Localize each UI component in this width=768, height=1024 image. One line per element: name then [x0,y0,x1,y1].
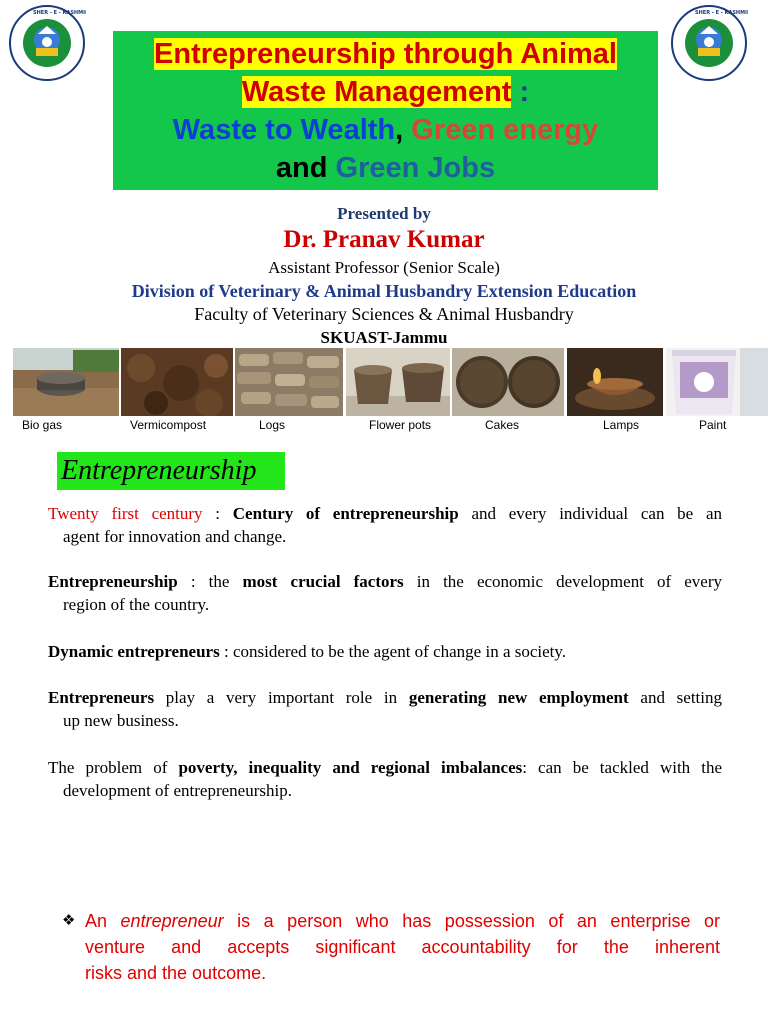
point-3-line-1 [48,642,566,661]
title-line-4 [113,149,658,187]
title-line-2-text: Waste Management [241,76,512,108]
point-5-continuation: development of entrepreneurship. [63,781,292,800]
title-colon: : [511,76,530,108]
title-line-1-text: Entrepreneurship through Animal [154,38,617,70]
product-label-lamps: Lamps [603,418,640,432]
point-entrepreneurs-role [48,686,722,732]
entrepreneur-definition [62,908,720,986]
point-4-continuation: up new business. [63,711,179,730]
point-entrepreneurship [48,570,722,616]
point-1-rest: and every individual can be an [458,504,723,523]
paint-photo [666,348,768,416]
presenter-name: Dr. Pranav Kumar [283,226,485,253]
point-dynamic-entrepreneurs [48,640,722,663]
product-label-cakes: Cakes [485,418,520,432]
point-2-line-1 [48,570,722,593]
presenter-designation: Assistant Professor (Senior Scale) [268,258,500,277]
point-5-start: The problem of [48,758,179,777]
definition-line-3: risks and the outcome. [85,963,267,983]
logo-right-text: SHER - E - KASHMIR [695,10,748,16]
product-label-paint: Paint [699,418,727,432]
point-2-lead: Entrepreneurship [48,572,178,591]
presented-by: Presented by [337,204,431,223]
cakes-photo [452,348,564,416]
university-logo-right [670,4,748,82]
title-and: and [275,152,328,184]
product-label-vermicompost: Vermicompost [130,418,207,432]
point-2-rest: in the economic development of every [403,572,723,591]
product-label-flower-pots: Flower pots [369,418,432,432]
definition-term: entrepreneur [120,911,224,931]
point-4-lead: Entrepreneurs [48,688,155,707]
lamps-photo [567,348,663,416]
section-heading: Entrepreneurship [57,452,285,490]
flower-pots-photo [346,348,450,416]
point-1-lead: Twenty first century [48,504,203,523]
point-1-bold: Century of entrepreneurship [232,504,459,523]
logs-photo [235,348,343,416]
title-green-energy: Green energy [411,114,599,146]
point-4-rest: and setting [628,688,722,707]
definition-line-2: venture and accepts significant accountability for the inherent [85,937,720,957]
point-poverty-inequality [48,756,722,802]
point-1-line-1 [48,502,722,525]
point-5-rest: : can be tackled with the [522,758,723,777]
vermicompost-photo [121,348,233,416]
point-3-rest: : considered to be the agent of change in a society. [219,642,567,661]
definition-article: An [85,911,121,931]
title-comma: , [395,114,412,146]
diamond-bullet-icon: ❖ [62,912,76,929]
point-4-bold: generating new employment [408,688,629,707]
point-2-continuation: region of the country. [63,595,210,614]
university-logo-left [8,4,86,82]
point-2-mid: : the [177,572,243,591]
title-waste-to-wealth: Waste to Wealth [172,114,396,146]
presenter-division: Division of Veterinary & Animal Husbandry Extension Education [131,281,637,301]
title-line-2 [113,73,658,111]
logo-left-text: SHER - E - KASHMIR [33,10,86,16]
presenter-faculty: Faculty of Veterinary Sciences & Animal Husbandry [194,304,574,324]
point-5-line-1 [48,756,722,779]
point-4-mid: play a very important role in [154,688,409,707]
point-twenty-first-century [48,502,722,548]
point-1-continuation: agent for innovation and change. [63,527,287,546]
title-line-3 [113,111,658,149]
title-banner [113,31,658,190]
point-5-bold: poverty, inequality and regional imbalances [178,758,523,777]
product-label-biogas: Bio gas [22,418,63,432]
definition-line-1 [62,908,720,934]
point-4-line-1 [48,686,722,709]
product-label-logs: Logs [259,418,286,432]
point-3-lead: Dynamic entrepreneurs [48,642,220,661]
presenter-university: SKUAST-Jammu [320,328,448,347]
definition-line-1-rest: is a person who has possession of an enterprise or [223,911,720,931]
point-1-separator: : [202,504,233,523]
title-line-1 [113,35,658,73]
point-2-bold: most crucial factors [242,572,404,591]
title-green-jobs: Green Jobs [327,152,496,184]
biogas-photo [13,348,119,416]
